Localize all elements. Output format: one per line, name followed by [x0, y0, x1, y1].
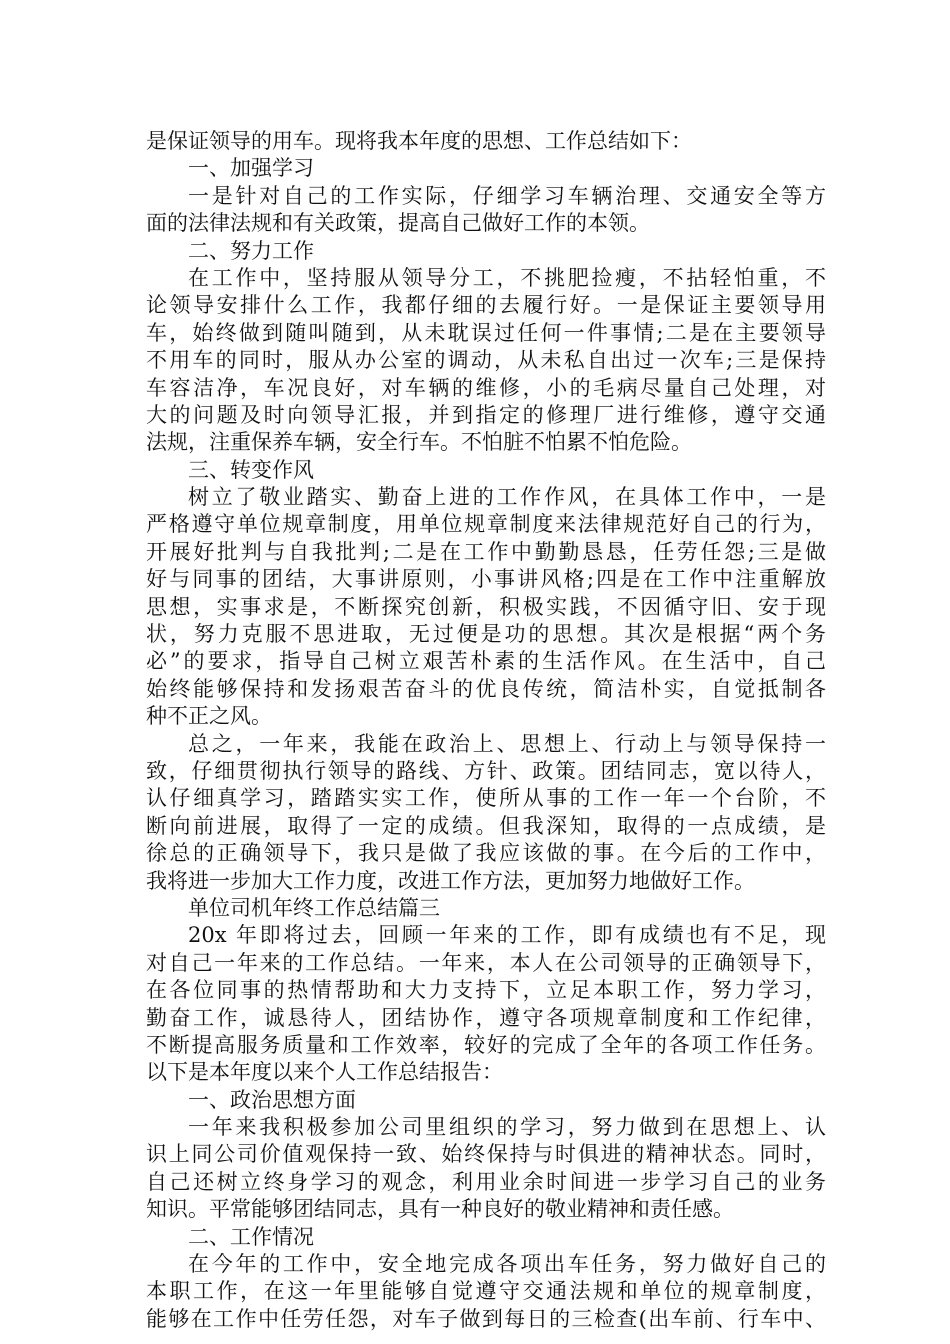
paragraph-start-line: 总之，一年来，我能在政治上、思想上、行动上与领导保持一: [188, 731, 826, 756]
text-line: 大的问题及时向领导汇报，并到指定的修理厂进行维修，遵守交通: [146, 402, 826, 427]
text-line: 种不正之风。: [146, 704, 272, 729]
text-line: 识上同公司价值观保持一致、始终保持与时俱进的精神状态。同时，: [146, 1142, 826, 1167]
text-line: 能够在工作中任劳任怨，对车子做到每日的三检查(出车前、行车中、: [146, 1306, 826, 1331]
text-line: 断向前进展，取得了一定的成绩。但我深知，取得的一点成绩，是: [146, 813, 826, 838]
paragraph-start-line: 树立了敬业踏实、勤奋上进的工作作风，在具体工作中，一是: [188, 485, 826, 510]
text-line: 我将进一步加大工作力度，改进工作方法，更加努力地做好工作。: [146, 868, 755, 893]
text-line: 好与同事的团结，大事讲原则，小事讲风格;四是在工作中注重解放: [146, 567, 826, 592]
text-line: 以下是本年度以来个人工作总结报告：: [146, 1060, 503, 1085]
document-body: [146, 128, 826, 1333]
text-line: 致，仔细贯彻执行领导的路线、方针、政策。团结同志，宽以待人，: [146, 758, 826, 783]
paragraph-start-line: 在今年的工作中，安全地完成各项出车任务，努力做好自己的: [188, 1252, 826, 1277]
text-line: 必”的要求，指导自己树立艰苦朴素的生活作风。在生活中，自己: [146, 649, 826, 674]
text-line: 论领导安排什么工作，我都仔细的去履行好。一是保证主要领导用: [146, 293, 826, 318]
text-line: 自己还树立终身学习的观念，利用业余时间进一步学习自己的业务: [146, 1169, 826, 1194]
text-line: 开展好批判与自我批判;二是在工作中勤勤恳恳，任劳任怨;三是做: [146, 539, 826, 564]
paragraph-start-line: 三、转变作风: [188, 457, 314, 482]
text-line: 不用车的同时，服从办公室的调动，从未私自出过一次车;三是保持: [146, 348, 826, 373]
text-line: 车，始终做到随叫随到，从未耽误过任何一件事情;二是在主要领导: [146, 320, 826, 345]
text-line: 是保证领导的用车。现将我本年度的思想、工作总结如下：: [146, 129, 692, 153]
text-line: 对自己一年来的工作总结。一年来，本人在公司领导的正确领导下，: [146, 950, 826, 975]
text-line: 知识。平常能够团结同志，具有一种良好的敬业精神和责任感。: [146, 1197, 734, 1222]
text-line: 状，努力克服不思进取，无过便是功的思想。其次是根据“两个务: [146, 622, 826, 647]
paragraph-start-line: 二、努力工作: [188, 238, 314, 263]
paragraph-start-line: 一是针对自己的工作实际，仔细学习车辆治理、交通安全等方: [188, 183, 826, 208]
text-line: 车容洁净，车况良好，对车辆的维修，小的毛病尽量自己处理，对: [146, 375, 826, 400]
text-line: 本职工作，在这一年里能够自觉遵守交通法规和单位的规章制度，: [146, 1279, 826, 1304]
text-line: 始终能够保持和发扬艰苦奋斗的优良传统，简洁朴实，自觉抵制各: [146, 676, 826, 701]
paragraph-start-line: 二、工作情况: [188, 1224, 314, 1249]
paragraph-start-line: 一、加强学习: [188, 156, 314, 181]
text-line: 法规，注重保养车辆，安全行车。不怕脏不怕累不怕危险。: [146, 430, 692, 455]
paragraph-start-line: 20x 年即将过去，回顾一年来的工作，即有成绩也有不足，现: [188, 923, 826, 948]
paragraph-start-line: 一年来我积极参加公司里组织的学习，努力做到在思想上、认: [188, 1115, 826, 1140]
text-line: 勤奋工作，诚恳待人，团结协作，遵守各项规章制度和工作纪律，: [146, 1005, 826, 1030]
text-line: 思想，实事求是，不断探究创新，积极实践，不因循守旧、安于现: [146, 594, 826, 619]
text-line: 认仔细真学习，踏踏实实工作，使所从事的工作一年一个台阶，不: [146, 786, 826, 811]
paragraph-start-line: 在工作中，坚持服从领导分工，不挑肥捡瘦，不拈轻怕重，不: [188, 265, 826, 290]
text-line: 不断提高服务质量和工作效率，较好的完成了全年的各项工作任务。: [146, 1032, 826, 1057]
text-line: 严格遵守单位规章制度，用单位规章制度来法律规范好自己的行为，: [146, 512, 826, 537]
paragraph-start-line: 一、政治思想方面: [188, 1087, 356, 1112]
paragraph-start-line: 单位司机年终工作总结篇三: [188, 895, 440, 920]
text-line: 在各位同事的热情帮助和大力支持下，立足本职工作，努力学习，: [146, 978, 826, 1003]
text-line: 徐总的正确领导下，我只是做了我应该做的事。在今后的工作中，: [146, 841, 826, 866]
text-line: 面的法律法规和有关政策，提高自己做好工作的本领。: [146, 211, 650, 236]
